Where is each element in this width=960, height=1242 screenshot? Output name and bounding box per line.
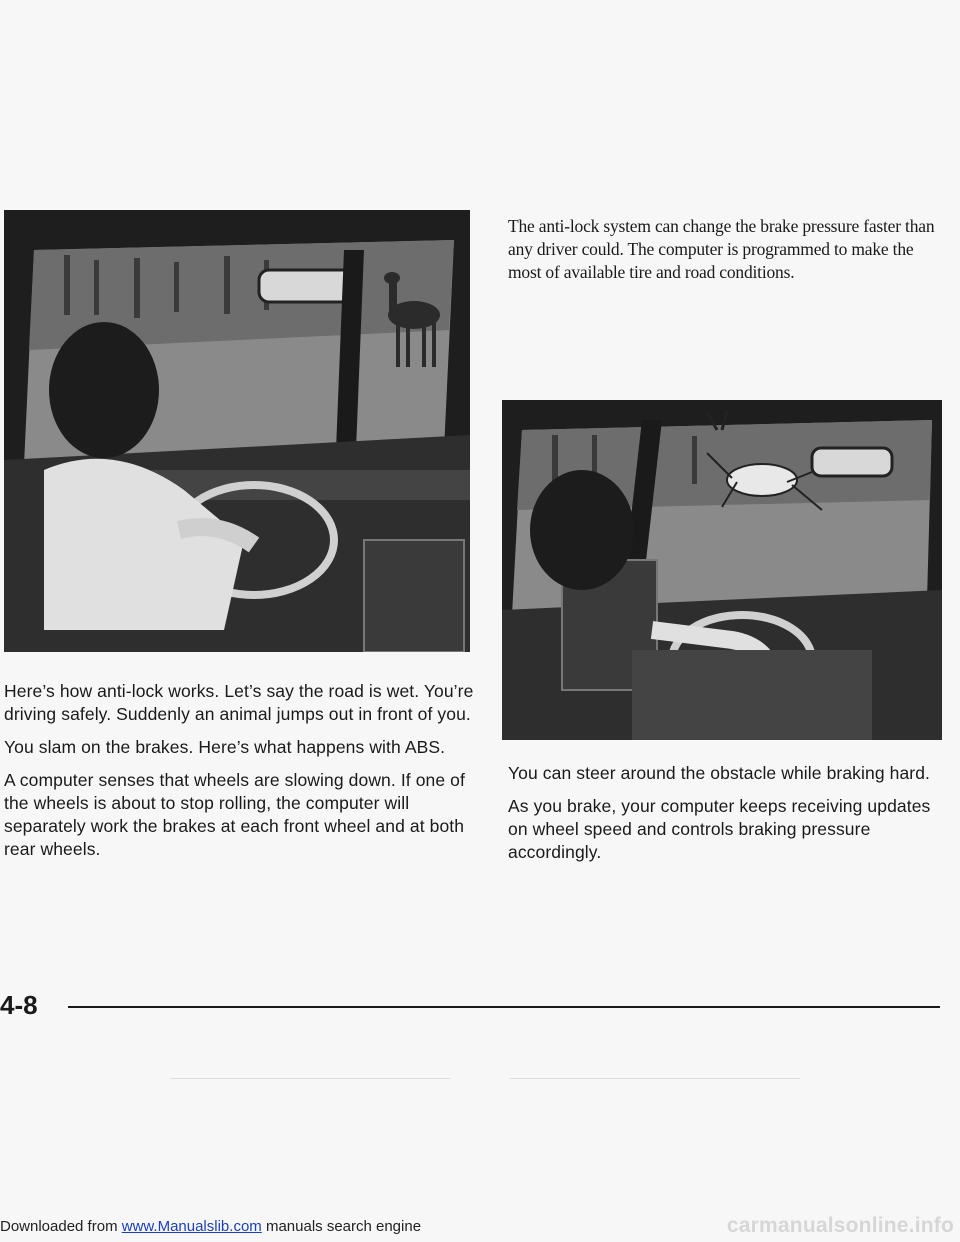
driver-deer-leaping-illustration: [502, 400, 942, 740]
page-number: 4-8: [0, 990, 38, 1020]
illustration-drawing: [4, 210, 470, 652]
download-prefix: Downloaded from: [0, 1218, 122, 1235]
right-intro-text: [508, 215, 948, 294]
illustration-drawing: [502, 400, 942, 740]
left-column-text: [4, 680, 474, 871]
footer-divider: [68, 1006, 940, 1008]
download-suffix: manuals search engine: [261, 1218, 422, 1235]
paragraph-animal-scenario: Here’s how anti-lock works. Let’s say the road is wet. You’re driving safely. Suddenly an animal jumps out in front of you.: [4, 681, 474, 724]
paragraph-slam-brakes: You slam on the brakes. Here’s what happens with ABS.: [4, 737, 446, 757]
scan-artifact-line: [170, 1078, 450, 1079]
download-source-note: [0, 1218, 421, 1235]
paragraph-computer-updates: As you brake, your computer keeps receiving updates on wheel speed and controls braking pressure accordingly.: [508, 796, 931, 862]
manualslib-link[interactable]: www.Manualslib.com: [121, 1218, 262, 1235]
paragraph-computer-senses: A computer senses that wheels are slowing down. If one of the wheels is about to stop rolling, the computer will separately work the brakes at each front wheel and at both rear wheels.: [4, 770, 465, 859]
right-column-text: [508, 762, 948, 874]
paragraph-anti-lock-intro: The anti-lock system can change the brake pressure faster than any driver could. The computer is programmed to make the most of available tire and road conditions.: [508, 216, 935, 282]
paragraph-steer-around: You can steer around the obstacle while braking hard.: [508, 763, 931, 783]
site-watermark: carmanualsonline.info: [726, 1214, 954, 1237]
scan-artifact-line: [510, 1078, 800, 1079]
driver-deer-standing-illustration: [4, 210, 470, 652]
